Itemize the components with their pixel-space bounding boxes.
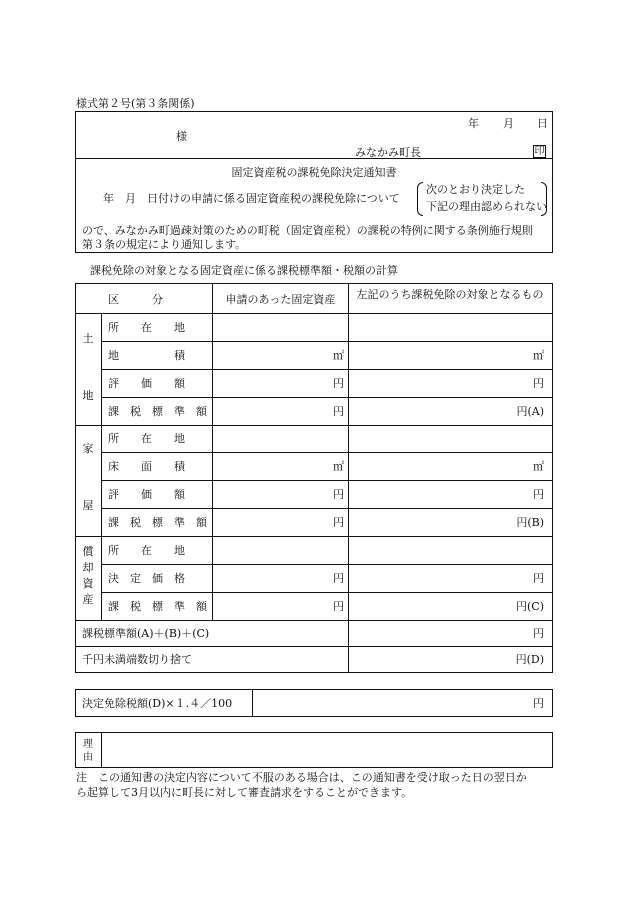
depr-standard-exempt-unit: 円(C) [516,600,544,613]
round-unit: 円(D) [515,653,544,666]
group-col-line [101,313,102,620]
group-land-char1: 土 [82,332,94,345]
group-depr-char4: 産 [82,593,94,606]
row-line [76,536,552,537]
row-line [102,369,552,370]
house-standard-label: 課 税 標 準 額 [108,516,207,529]
house-value-label: 評 価 額 [108,488,185,501]
header-kubun: 区 分 [108,293,163,306]
reason-divider [101,733,102,767]
notice-body-line1: 年 月 日付けの申請に係る固定資産税の課税免除について [103,192,400,205]
reason-char1: 理 [83,739,93,750]
addressee-suffix: 様 [176,130,187,143]
depr-price-label: 決 定 価 格 [108,572,185,585]
group-depr-char3: 資 [82,577,94,590]
round-label: 千円未満端数切り捨て [82,653,192,666]
sum-label: 課税標準額(A)＋(B)＋(C) [82,627,210,640]
notice-divider [76,158,552,159]
notice-title: 固定資産税の課税免除決定通知書 [231,166,397,179]
date-day: 日 [537,117,548,130]
group-land-char2: 地 [82,389,94,402]
form-id: 様式第２号(第３条関係) [76,97,195,110]
row-line [102,341,552,342]
house-location-label: 所 在 地 [108,432,185,445]
header-exempt: 左記のうち課税免除の対象となるもの [356,288,544,301]
note-line2: ら起算して3月以内に町長に対して審査請求をすることができます。 [76,786,413,799]
house-value-applied-unit: 円 [333,488,344,501]
decision-label: 決定免除税額(D)×１.４／100 [82,697,233,710]
row-line [102,397,552,398]
row-line [76,313,552,314]
row-line [102,592,552,593]
depr-location-label: 所 在 地 [108,544,185,557]
row-line [76,646,552,647]
row-line [102,480,552,481]
land-standard-applied-unit: 円 [333,405,344,418]
house-value-exempt-unit: 円 [533,488,544,501]
reason-box [75,732,553,768]
land-standard-exempt-unit: 円(A) [516,405,544,418]
house-area-applied-unit: ㎡ [333,460,344,473]
land-area-exempt-unit: ㎡ [533,349,544,362]
option-decided: 次のとおり決定した [426,183,525,196]
decision-unit: 円 [533,697,544,710]
group-depr-char2: 却 [82,561,94,574]
header-applied: 申請のあった固定資産 [225,293,336,306]
row-line [76,620,552,621]
notice-body-line2: ので、みなかみ町過疎対策のための町税（固定資産税）の課税の特例に関する条例施行規則 [82,224,533,237]
land-area-label: 地 積 [108,349,185,362]
depr-price-applied-unit: 円 [333,572,344,585]
land-standard-label: 課 税 標 準 額 [108,405,207,418]
seal-mark: 印 [534,146,545,157]
land-area-applied-unit: ㎡ [333,349,344,362]
decision-divider [252,690,253,716]
group-house-char2: 屋 [82,499,94,512]
depr-price-exempt-unit: 円 [533,572,544,585]
applied-col-line [348,284,349,672]
issuer-name: みなかみ町長 [355,146,421,159]
land-value-applied-unit: 円 [333,377,344,390]
sum-unit: 円 [533,627,544,640]
house-floor-area-label: 床 面 積 [108,460,185,473]
group-depr-char1: 償 [82,545,94,558]
reason-char2: 由 [83,752,93,763]
row-line [76,425,552,426]
date-month: 月 [503,117,514,130]
calc-title: 課税免除の対象となる固定資産に係る課税標準額・税額の計算 [90,264,398,277]
land-location-label: 所 在 地 [108,321,185,334]
group-house-char1: 家 [82,442,94,455]
note-line1: 注 この通知書の決定内容について不服のある場合は、この通知書を受け取った日の翌日か [76,771,527,784]
date-year: 年 [468,117,479,130]
left-brace [417,182,423,216]
land-value-label: 評 価 額 [108,377,185,390]
row-line [102,564,552,565]
house-standard-exempt-unit: 円(B) [516,516,544,529]
option-rejected: 下記の理由認められない [426,200,547,213]
house-standard-applied-unit: 円 [333,516,344,529]
row-line [102,508,552,509]
land-value-exempt-unit: 円 [533,377,544,390]
depr-standard-label: 課 税 標 準 額 [108,600,207,613]
house-area-exempt-unit: ㎡ [533,460,544,473]
notice-body-line3: 第３条の規定により通知します。 [82,238,247,251]
right-brace [541,182,547,216]
row-line [102,452,552,453]
depr-standard-applied-unit: 円 [333,600,344,613]
